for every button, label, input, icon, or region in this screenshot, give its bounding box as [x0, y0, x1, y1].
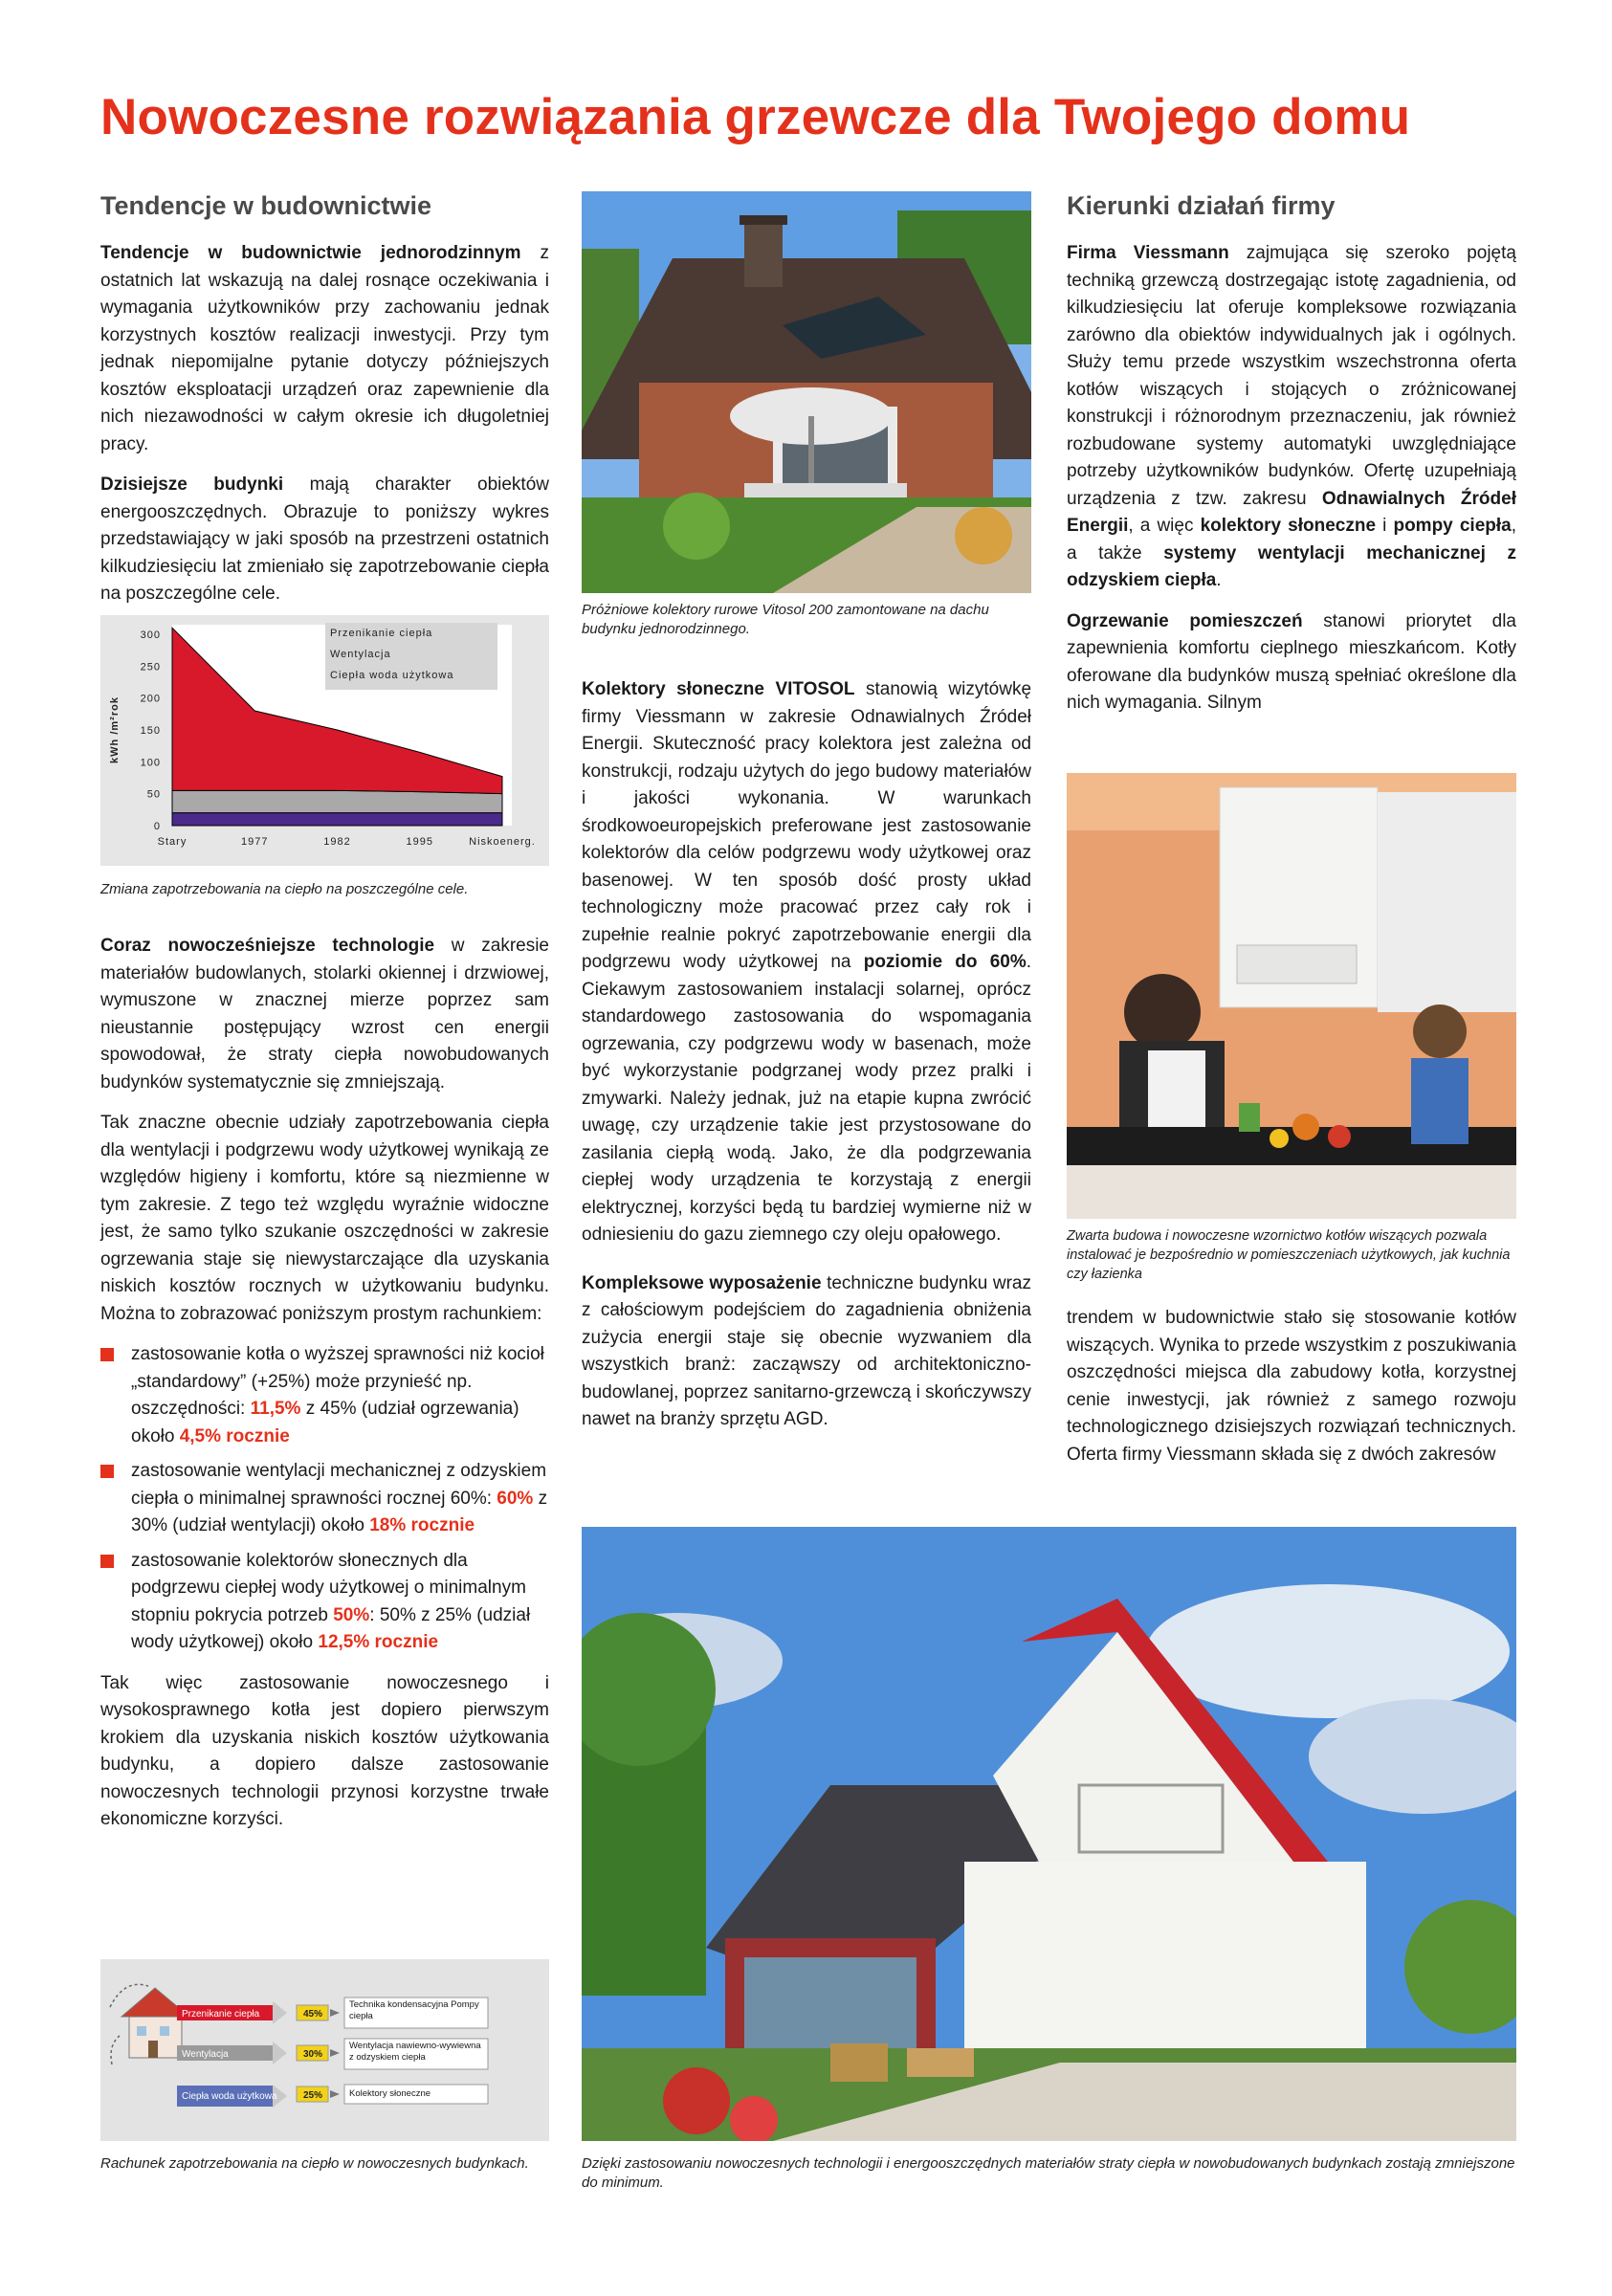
- bullet-square-icon: [100, 1555, 114, 1568]
- heat-demand-diagram: [100, 1959, 549, 2141]
- legend-entry: Ciepła woda użytkowa: [330, 670, 454, 681]
- solar-house-photo: [582, 191, 1031, 593]
- list-item: zastosowanie kotła o wyższej sprawności niż kocioł „standardowy” (+25%) może przynieść np. oszczędności: 11,5% z 45% (udział ogrzewania) około 4,5% rocznie: [100, 1341, 549, 1450]
- diagram-pct: 25%: [303, 2090, 323, 2101]
- diagram-pct: 30%: [303, 2049, 323, 2060]
- house-photo-caption: Dzięki zastosowaniu nowoczesnych technologii i energooszczędnych materiałów straty ciepła w nowobudowanych budynkach zostają zmniejszone do minimum.: [582, 2155, 1515, 2191]
- paragraph: Ogrzewanie pomieszczeń stanowi priorytet dla zapewnienia komfortu cieplnego mieszkańcom. Kotły oferowane dla budynków muszą spełniać określone dla nich wymagania. Silnym: [1067, 610, 1516, 713]
- list-item: zastosowanie wentylacji mechanicznej z odzyskiem ciepła o minimalnej sprawności rocznej 60%: 60% z 30% (udział wentylacji) około 18% rocznie: [100, 1458, 549, 1540]
- diagram-label: Ciepła woda użytkowa: [182, 2091, 277, 2102]
- y-tick-label: 300: [140, 629, 161, 641]
- diagram-pct: 45%: [303, 2009, 323, 2020]
- chart-svg: [100, 615, 549, 866]
- x-tick-label: 1977: [241, 836, 269, 848]
- kitchen-photo-caption: Zwarta budowa i nowoczesne wzornictwo kotłów wiszących pozwala instalować je bezpośrednio w pomieszczeniach użytkowych, jak kuchnia czy łazienka: [1067, 1228, 1511, 1282]
- paragraph: Kompleksowe wyposażenie techniczne budynku wraz z całościowym podejściem do zagadnienia obniżenia zużycia energii staje się obecnie wyzwaniem dla wszystkich branż: zacząwszy od architektoniczno-budowlanej, poprzez sanitarno-grzewczą i skończywszy nawet na branży sprzętu AGD.: [582, 1272, 1031, 1429]
- section-heading-trends: Tendencje w budownictwie: [100, 191, 432, 220]
- series-area: [172, 813, 502, 826]
- legend-entry: Wentylacja: [330, 649, 391, 660]
- kitchen-boiler-photo: [1067, 773, 1516, 1219]
- list-item: zastosowanie kolektorów słonecznych dla podgrzewu ciepłej wody użytkowej o minimalnym stopniu pokrycia potrzeb 50%: 50% z 25% (udział wody użytkowej) około 12,5% rocznie: [100, 1548, 549, 1657]
- diagram-desc: Wentylacja nawiewno-wywiewna z odzyskiem ciepła: [349, 2041, 481, 2063]
- column-left-lower: [100, 933, 549, 1847]
- y-tick-label: 100: [140, 757, 161, 769]
- bullet-square-icon: [100, 1348, 114, 1361]
- diagram-desc: Kolektory słoneczne: [349, 2088, 431, 2099]
- y-tick-label: 0: [153, 821, 161, 832]
- savings-list: [100, 1341, 549, 1657]
- column-middle: [582, 676, 1031, 1447]
- paragraph: Kolektory słoneczne VITOSOL stanowią wizytówkę firmy Viessmann w zakresie Odnawialnych Źródeł Energii. Skuteczność pracy kolektora jest zależna od konstrukcji, rodzaju użytych do jego budowy materiałów i jakości wykonania. W warunkach środkowoeuropejskich preferowane jest zastosowanie kolektorów dla celów podgrzewu wody użytkowej oraz basenowej. W ten sposób dość prosty układ technologiczny może pracować przez cały rok i zupełnie realnie pokryć zapotrzebowanie energii dla podgrzewu wody użytkowej na poziomie do 60%. Ciekawym zastosowaniem instalacji solarnej, oprócz standardowego zastosowania do wspomagania ogrzewania, czy podgrzewu wody w basenach, może być wykorzystanie podgrzanej wody przez pralki i zmywarki. Należy jednak, już na etapie kupna zwrócić uwagę, czy urządzenie takie jest przystosowane do zasilania ciepłą wodą. Jako, że dla podgrzewania ciepłej wody urządzenia te korzystają z energii elektrycznej, korzyści będą tu bardziej wymierne niż w odniesieniu do gazu ziemnego czy oleju opałowego.: [582, 679, 1032, 1245]
- y-tick-label: 150: [140, 725, 161, 737]
- series-area: [172, 790, 502, 812]
- paragraph: Firma Viessmann zajmująca się szeroko pojętą techniką grzewczą dostrzegając istotę zagadnienia, od kilkudziesięciu lat oferuje kompleksowe rozwiązania zarówno dla obiektów indywidualnych jak i ogólnych. Służy temu przede wszystkim wszechstronna oferta kotłów wiszących i stojących o zróżnicowanej konstrukcji i różnorodnym przeznaczeniu, jak również rozbudowane systemy automatyki uwzględniające potrzeby użytkowników budynków. Ofertę uzupełniają urządzenia z tzw. zakresu Odnawialnych Źródeł Energii, a więc kolektory słoneczne i pompy ciepła, a także systemy wentylacji mechanicznej z odzyskiem ciepła.: [1067, 243, 1516, 590]
- y-tick-label: 250: [140, 661, 161, 673]
- page-title: Nowoczesne rozwiązania grzewcze dla Twojego domu: [100, 89, 1411, 145]
- x-tick-label: 1995: [406, 836, 433, 848]
- column-right: [1067, 191, 1516, 731]
- paragraph: trendem w budownictwie stało się stosowanie kotłów wiszących. Wynika to przede wszystkim z poszukiwania oszczędności miejsca dla zabudowy kotła, korzystnej cenie inwestycji, jak również z samego rozwoju technologicznego dzisiejszych rozwiązań technicznych. Oferta firmy Viessmann składa się z dwóch zakresów: [1067, 1308, 1516, 1465]
- column-right-lower: [1067, 1305, 1516, 1482]
- section-heading-company: Kierunki działań firmy: [1067, 191, 1336, 220]
- diagram-label: Wentylacja: [182, 2049, 229, 2060]
- paragraph: Coraz nowocześniejsze technologie w zakresie materiałów budowlanych, stolarki okiennej i drzwiowej, wymuszone w znacznej mierze poprzez sam nieustannie postępujący wzrost cen energii spowodował, że straty ciepła nowobudowanych budynków systematycznie się zmniejszają.: [100, 936, 549, 1093]
- diagram-label: Przenikanie ciepła: [182, 2009, 260, 2020]
- paragraph: Tendencje w budownictwie jednorodzinnym z ostatnich lat wskazują na dalej rosnące oczekiwania i wymagania użytkowników przy zachowaniu jednak korzystnych kosztów realizacji inwestycji. Przy tym jednak niepomijalne pytanie dotyczy późniejszych kosztów eksploatacji urządzeń oraz zapewnienie dla nich niezawodności w całym okresie ich długoletniej pracy.: [100, 243, 549, 454]
- diagram-caption: Rachunek zapotrzebowania na ciepło w nowoczesnych budynkach.: [100, 2155, 529, 2172]
- y-tick-label: 200: [140, 693, 161, 705]
- heat-demand-chart: [100, 615, 549, 866]
- column-left: [100, 191, 549, 622]
- paragraph: Tak znaczne obecnie udziały zapotrzebowania ciepła dla wentylacji i podgrzewu wody użytkowej wynikają ze względów higieny i komfortu, które są niezmienne w tym zakresie. Z tego też względu wyraźnie widoczne jest, że samo tylko szukanie oszczędności w zakresie ogrzewania staje się niewystarczające dla uzyskania niskich kosztów rocznych w użytkowaniu budynku. Można to zobrazować poniższym prostym rachunkiem:: [100, 1113, 549, 1324]
- y-tick-label: 50: [146, 788, 161, 801]
- bullet-square-icon: [100, 1465, 114, 1478]
- paragraph: Tak więc zastosowanie nowoczesnego i wysokosprawnego kotła jest dopiero pierwszym krokiem dla uzyskania niskich kosztów użytkowania budynku, a dopiero dalsze zastosowanie nowoczesnych technologii przynosi korzystne trwałe ekonomiczne korzyści.: [100, 1672, 549, 1829]
- x-tick-label: Stary: [157, 836, 188, 848]
- paragraph: Dzisiejsze budynki mają charakter obiektów energooszczędnych. Obrazuje to poniższy wykres przedstawiający w jaki sposób na przestrzeni ostatnich kilkudziesięciu lat zmieniało się zapotrzebowanie ciepła na poszczególne cele.: [100, 475, 549, 604]
- modern-house-photo: [582, 1527, 1516, 2141]
- y-axis-label: kWh /m²rok: [109, 696, 121, 763]
- solar-photo-caption: Próżniowe kolektory rurowe Vitosol 200 zamontowane na dachu budynku jednorodzinnego.: [582, 602, 989, 637]
- x-tick-label: 1982: [323, 836, 351, 848]
- chart-caption: Zmiana zapotrzebowania na ciepło na poszczególne cele.: [100, 881, 469, 897]
- diagram-desc: Technika kondensacyjna Pompy ciepła: [349, 1999, 479, 2021]
- legend-entry: Przenikanie ciepła: [330, 628, 433, 639]
- x-tick-label: Niskoenerg.: [469, 836, 536, 848]
